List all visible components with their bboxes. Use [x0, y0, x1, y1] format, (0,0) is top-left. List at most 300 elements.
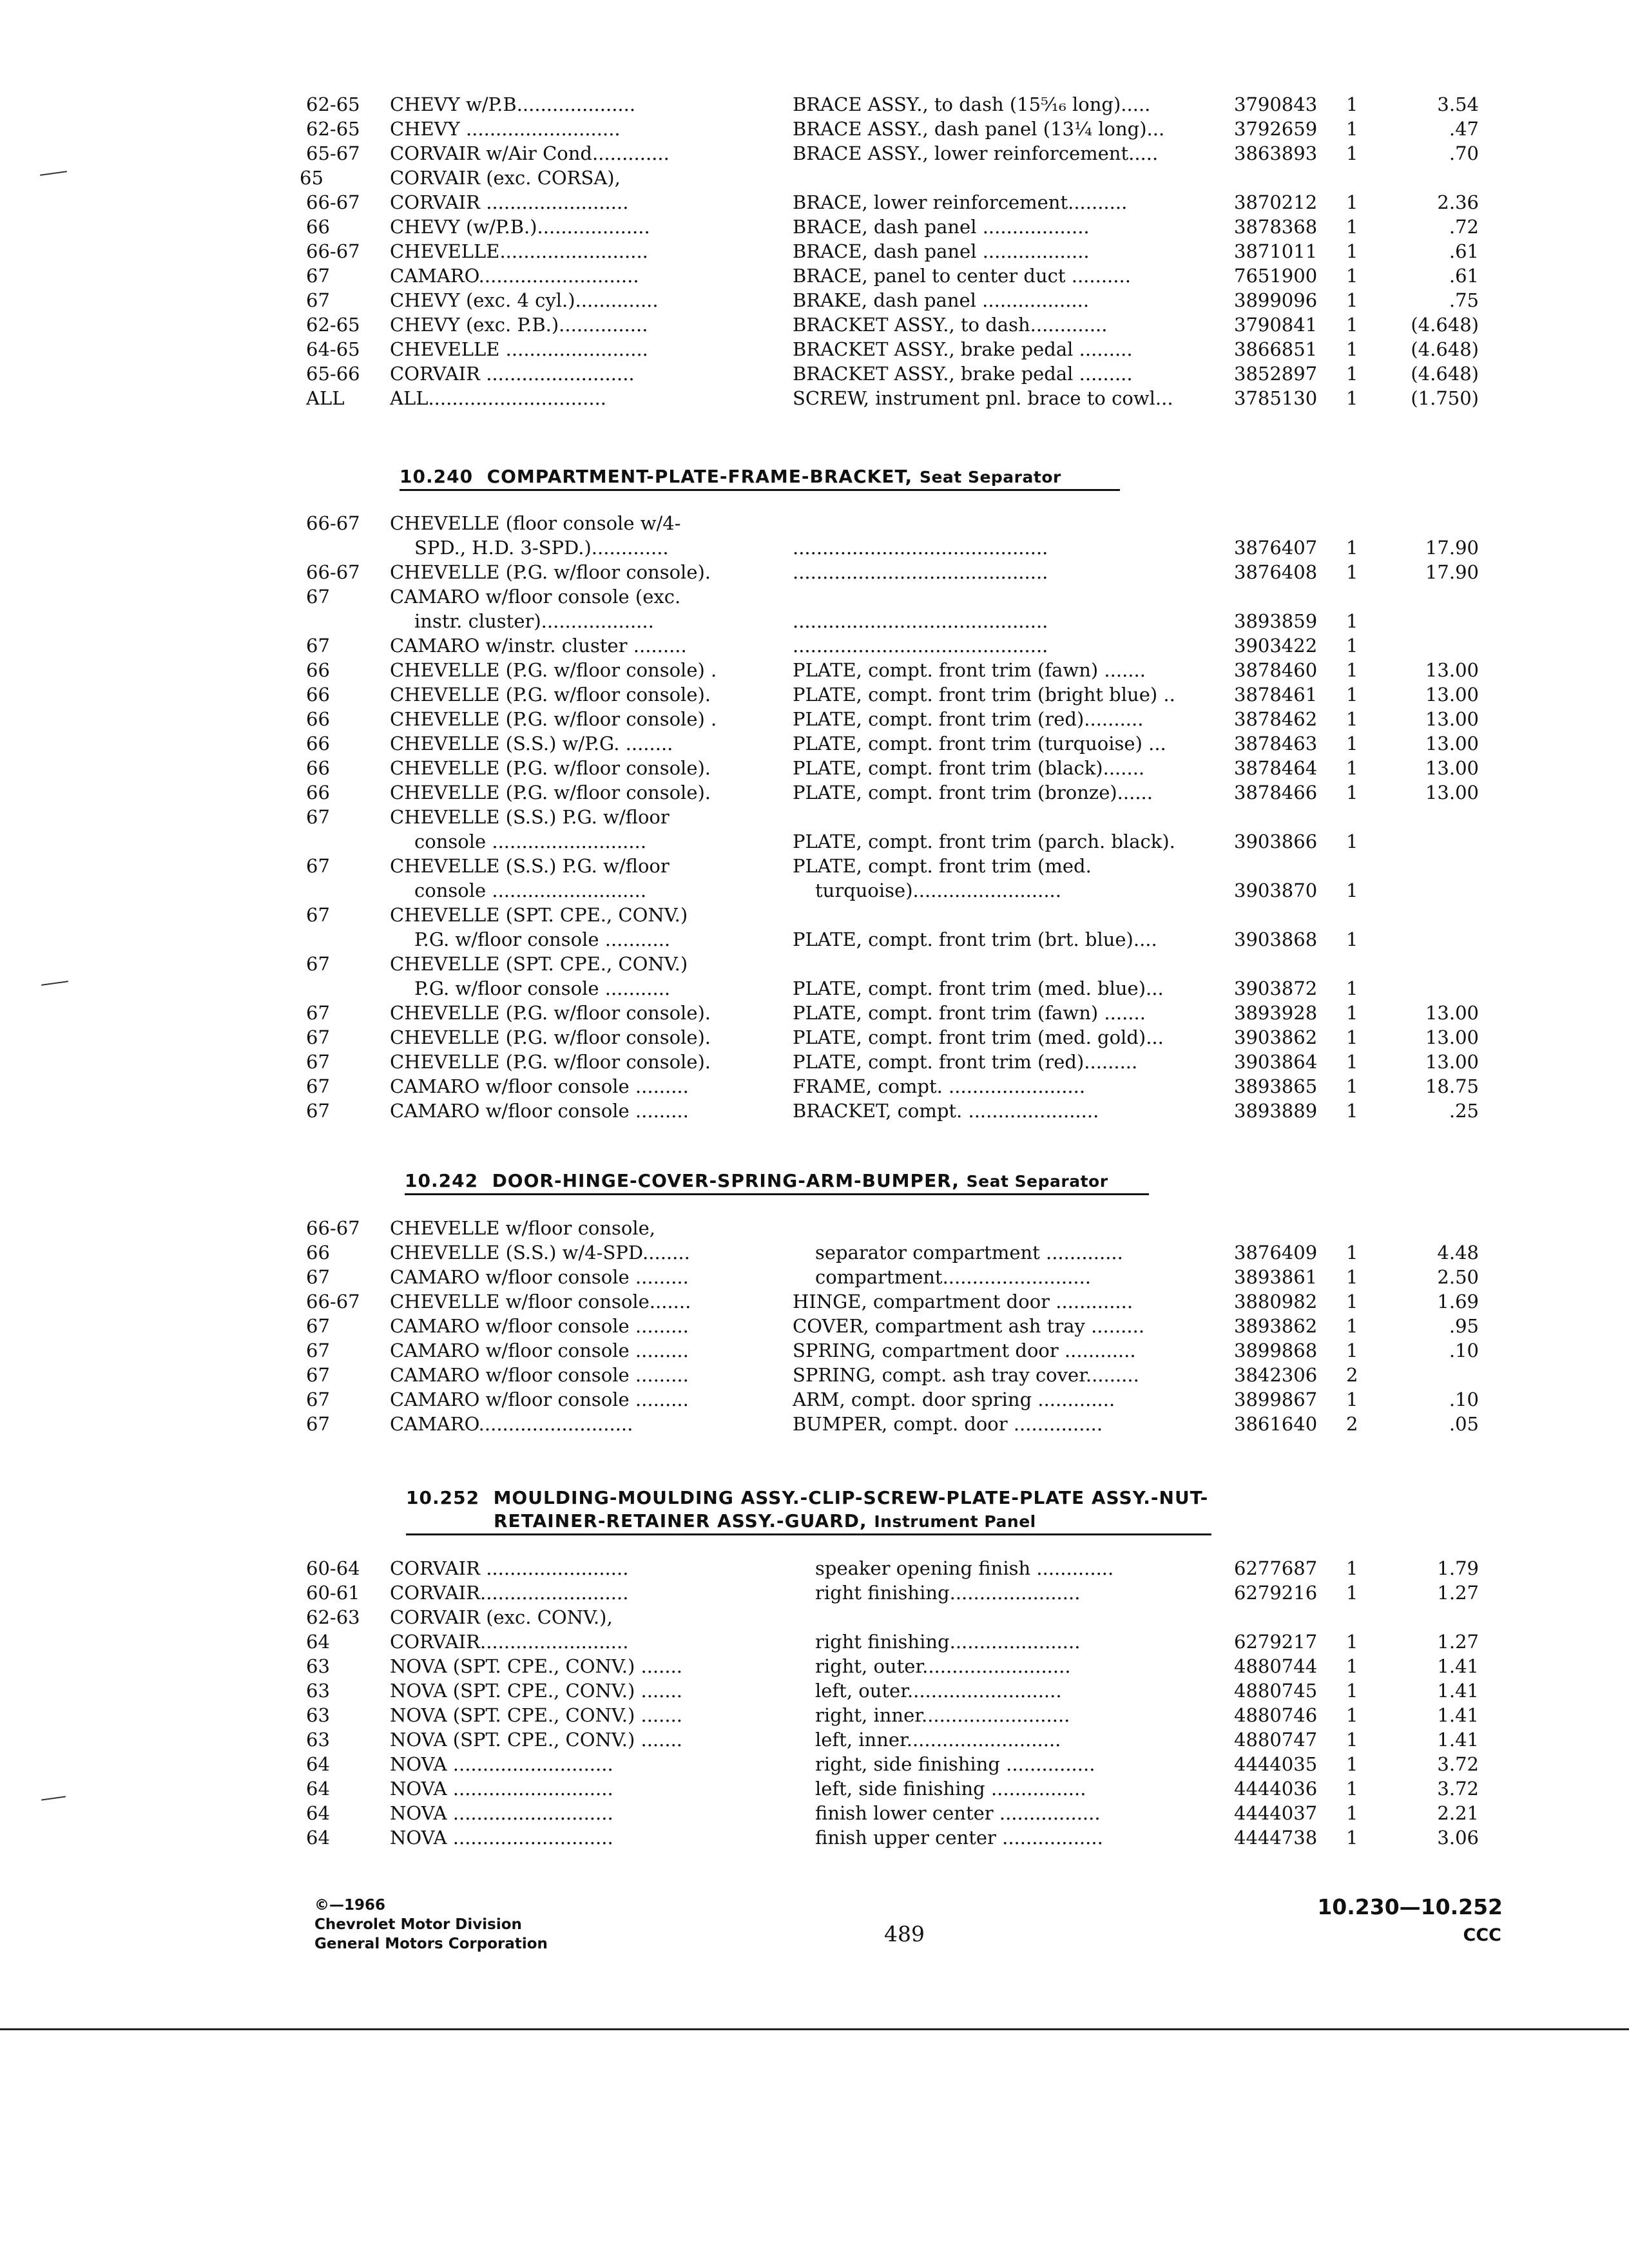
quantity: 1 — [1346, 118, 1358, 140]
part-description: ........................................... — [793, 610, 1048, 632]
quantity: 1 — [1346, 1242, 1358, 1264]
part-description: BRACE, dash panel .................. — [793, 240, 1090, 262]
price: 2.50 — [1437, 1266, 1479, 1288]
price: .10 — [1449, 1340, 1479, 1361]
model-name: CAMARO.......................... — [390, 1413, 633, 1435]
model-name: CHEVY w/P.B.................... — [390, 93, 636, 115]
part-description: right, inner......................... — [815, 1704, 1070, 1726]
price: 13.00 — [1425, 1002, 1479, 1024]
section-subtitle: Instrument Panel — [874, 1512, 1036, 1531]
model-name: CORVAIR (exc. CONV.), — [390, 1606, 613, 1628]
model-name: CHEVY (exc. P.B.)............... — [390, 314, 648, 336]
part-number: 3792659 — [1234, 118, 1318, 140]
part-number: 3899867 — [1234, 1389, 1318, 1410]
quantity: 1 — [1346, 635, 1358, 657]
model-name: CHEVELLE (P.G. w/floor console) . — [390, 659, 717, 681]
model-name: CHEVELLE (S.S.) w/4-SPD........ — [390, 1242, 690, 1264]
model-name: CHEVELLE ........................ — [390, 338, 648, 360]
quantity: 1 — [1346, 1704, 1358, 1726]
part-number: 3842306 — [1234, 1364, 1318, 1386]
quantity: 1 — [1346, 1582, 1358, 1604]
quantity: 1 — [1346, 1051, 1358, 1073]
section-underline — [405, 1193, 1149, 1195]
model-year: 67 — [306, 1026, 330, 1048]
model-name: ALL.............................. — [390, 387, 607, 409]
model-year: 67 — [306, 289, 330, 311]
part-description: PLATE, compt. front trim (med. — [793, 855, 1092, 877]
model-year: 66-67 — [306, 561, 360, 583]
part-description: ........................................... — [793, 561, 1048, 583]
quantity: 1 — [1346, 1340, 1358, 1361]
quantity: 1 — [1346, 1075, 1358, 1097]
model-year: 67 — [306, 1075, 330, 1097]
part-description: COVER, compartment ash tray ......... — [793, 1315, 1145, 1337]
quantity: 1 — [1346, 93, 1358, 115]
part-number: 3878464 — [1234, 757, 1318, 779]
model-name: CORVAIR ........................ — [390, 1557, 629, 1579]
part-number: 3893862 — [1234, 1315, 1318, 1337]
model-year: 66-67 — [306, 512, 360, 534]
quantity: 1 — [1346, 1557, 1358, 1579]
model-year: 67 — [306, 1100, 330, 1122]
model-name: CHEVELLE (SPT. CPE., CONV.) — [390, 953, 688, 975]
part-number: 3876407 — [1234, 537, 1318, 559]
price: 3.72 — [1437, 1753, 1479, 1775]
part-number: 6279216 — [1234, 1582, 1318, 1604]
model-name: CHEVELLE (P.G. w/floor console). — [390, 757, 711, 779]
part-description: left, inner.......................... — [815, 1729, 1061, 1751]
part-description: BRACKET, compt. ...................... — [793, 1100, 1099, 1122]
quantity: 1 — [1346, 1753, 1358, 1775]
part-description: finish upper center ................. — [815, 1827, 1103, 1849]
quantity: 1 — [1346, 610, 1358, 632]
price: 13.00 — [1425, 684, 1479, 706]
model-year: 65-67 — [306, 142, 360, 164]
model-year: 67 — [306, 855, 330, 877]
quantity: 1 — [1346, 537, 1358, 559]
quantity: 1 — [1346, 338, 1358, 360]
model-name: CHEVELLE (S.S.) P.G. w/floor — [390, 855, 670, 877]
part-description: PLATE, compt. front trim (turquoise) ... — [793, 733, 1166, 754]
part-description: ARM, compt. door spring ............. — [793, 1389, 1115, 1410]
price: 1.41 — [1437, 1655, 1479, 1677]
price: .61 — [1449, 265, 1479, 287]
part-description: turquoise)......................... — [815, 879, 1061, 901]
part-description: PLATE, compt. front trim (bright blue) .. — [793, 684, 1175, 706]
scan-mark — [40, 171, 67, 176]
model-name: CAMARO w/floor console ......... — [390, 1315, 689, 1337]
model-name: CHEVELLE (P.G. w/floor console). — [390, 1002, 711, 1024]
footer-section-range: 10.230—10.252 — [1317, 1894, 1503, 1919]
model-year: 67 — [306, 1266, 330, 1288]
part-description: BRACE, panel to center duct .......... — [793, 265, 1131, 287]
part-description: speaker opening finish ............. — [815, 1557, 1114, 1579]
section-number: 10.240 — [400, 466, 474, 487]
section-underline — [400, 489, 1120, 491]
model-name: CHEVELLE w/floor console....... — [390, 1291, 691, 1312]
price: 13.00 — [1425, 1051, 1479, 1073]
model-year: 67 — [306, 1364, 330, 1386]
model-name: CAMARO w/floor console ......... — [390, 1266, 689, 1288]
model-year: 64 — [306, 1753, 330, 1775]
part-number: 3903866 — [1234, 831, 1318, 852]
part-number: 3903868 — [1234, 928, 1318, 950]
part-number: 3785130 — [1234, 387, 1318, 409]
model-name: CAMARO w/instr. cluster ......... — [390, 635, 687, 657]
model-year: 67 — [306, 635, 330, 657]
quantity: 1 — [1346, 1315, 1358, 1337]
part-description: FRAME, compt. ....................... — [793, 1075, 1086, 1097]
quantity: 1 — [1346, 782, 1358, 803]
section-number: 10.242 — [405, 1170, 479, 1191]
quantity: 1 — [1346, 1291, 1358, 1312]
part-number: 3878460 — [1234, 659, 1318, 681]
price: 3.06 — [1437, 1827, 1479, 1849]
price: 1.27 — [1437, 1631, 1479, 1653]
part-number: 3899096 — [1234, 289, 1318, 311]
model-name: CHEVELLE w/floor console, — [390, 1217, 655, 1239]
part-number: 3903872 — [1234, 977, 1318, 999]
part-description: PLATE, compt. front trim (black)....... — [793, 757, 1145, 779]
price: 4.48 — [1437, 1242, 1479, 1264]
quantity: 1 — [1346, 561, 1358, 583]
part-number: 4444035 — [1234, 1753, 1318, 1775]
quantity: 1 — [1346, 1026, 1358, 1048]
quantity: 1 — [1346, 879, 1358, 901]
model-year: 66-67 — [306, 240, 360, 262]
model-year: 65 — [300, 167, 323, 189]
model-year: 66 — [306, 733, 330, 754]
model-name: CHEVY (w/P.B.)................... — [390, 216, 650, 238]
price: 1.41 — [1437, 1729, 1479, 1751]
part-description: finish lower center ................. — [815, 1802, 1101, 1824]
price: (1.750) — [1411, 387, 1479, 409]
quantity: 1 — [1346, 928, 1358, 950]
model-year: 67 — [306, 1389, 330, 1410]
price: 13.00 — [1425, 708, 1479, 730]
model-name: CORVAIR ......................... — [390, 363, 635, 385]
part-description: separator compartment ............. — [815, 1242, 1123, 1264]
model-name: P.G. w/floor console ........... — [414, 928, 671, 950]
part-description: SPRING, compartment door ............ — [793, 1340, 1136, 1361]
model-year: 64 — [306, 1802, 330, 1824]
part-description: SCREW, instrument pnl. brace to cowl... — [793, 387, 1173, 409]
model-name: CAMARO w/floor console ......... — [390, 1364, 689, 1386]
model-name: SPD., H.D. 3-SPD.)............. — [414, 537, 669, 559]
part-description: PLATE, compt. front trim (med. blue)... — [793, 977, 1164, 999]
model-year: 67 — [306, 586, 330, 608]
part-number: 4444738 — [1234, 1827, 1318, 1849]
part-number: 3876408 — [1234, 561, 1318, 583]
quantity: 1 — [1346, 977, 1358, 999]
model-year: 64-65 — [306, 338, 360, 360]
price: 1.79 — [1437, 1557, 1479, 1579]
model-name: CHEVELLE (floor console w/4- — [390, 512, 681, 534]
model-name: NOVA (SPT. CPE., CONV.) ....... — [390, 1729, 683, 1751]
part-description: right finishing...................... — [815, 1631, 1081, 1653]
model-year: 64 — [306, 1631, 330, 1653]
model-year: 66 — [306, 1242, 330, 1264]
part-description: PLATE, compt. front trim (parch. black). — [793, 831, 1175, 852]
part-number: 3893861 — [1234, 1266, 1318, 1288]
model-name: CHEVELLE (P.G. w/floor console). — [390, 782, 711, 803]
model-name: NOVA (SPT. CPE., CONV.) ....... — [390, 1704, 683, 1726]
model-year: 66-67 — [306, 1217, 360, 1239]
part-number: 3878466 — [1234, 782, 1318, 803]
quantity: 1 — [1346, 1680, 1358, 1702]
part-description: PLATE, compt. front trim (red).......... — [793, 708, 1144, 730]
price: 18.75 — [1425, 1075, 1479, 1097]
price: 13.00 — [1425, 659, 1479, 681]
section-number: 10.252 — [406, 1487, 480, 1508]
model-name: CORVAIR......................... — [390, 1631, 629, 1653]
part-number: 3893889 — [1234, 1100, 1318, 1122]
quantity: 1 — [1346, 733, 1358, 754]
part-number: 3878368 — [1234, 216, 1318, 238]
part-description: BRACKET ASSY., to dash............. — [793, 314, 1108, 336]
part-number: 4444037 — [1234, 1802, 1318, 1824]
footer-code: CCC — [1463, 1925, 1501, 1945]
part-description: ........................................... — [793, 635, 1048, 657]
part-number: 4880745 — [1234, 1680, 1318, 1702]
model-name: CORVAIR (exc. CORSA), — [390, 167, 621, 189]
model-name: NOVA (SPT. CPE., CONV.) ....... — [390, 1680, 683, 1702]
model-name: CAMARO w/floor console (exc. — [390, 586, 681, 608]
quantity: 1 — [1346, 1631, 1358, 1653]
part-description: BRACKET ASSY., brake pedal ......... — [793, 363, 1133, 385]
model-year: 66 — [306, 782, 330, 803]
model-name: CAMARO w/floor console ......... — [390, 1075, 689, 1097]
scan-mark — [41, 981, 68, 986]
section-underline — [406, 1533, 1211, 1535]
price: .61 — [1449, 240, 1479, 262]
price: .47 — [1449, 118, 1479, 140]
part-number: 3876409 — [1234, 1242, 1318, 1264]
model-name: CORVAIR ........................ — [390, 191, 629, 213]
model-name: NOVA ........................... — [390, 1778, 613, 1800]
model-name: CHEVY (exc. 4 cyl.).............. — [390, 289, 659, 311]
model-name: NOVA ........................... — [390, 1753, 613, 1775]
quantity: 2 — [1346, 1364, 1358, 1386]
quantity: 1 — [1346, 1802, 1358, 1824]
model-year: 66 — [306, 708, 330, 730]
part-number: 3893859 — [1234, 610, 1318, 632]
model-name: CAMARO w/floor console ......... — [390, 1340, 689, 1361]
bottom-rule — [0, 2028, 1629, 2030]
quantity: 1 — [1346, 265, 1358, 287]
quantity: 1 — [1346, 659, 1358, 681]
section-subtitle: Seat Separator — [919, 468, 1061, 486]
quantity: 1 — [1346, 1729, 1358, 1751]
section-title: DOOR-HINGE-COVER-SPRING-ARM-BUMPER, — [492, 1170, 959, 1191]
quantity: 1 — [1346, 757, 1358, 779]
section-header-10-240 — [400, 465, 1061, 490]
part-description: PLATE, compt. front trim (med. gold)... — [793, 1026, 1164, 1048]
part-number: 6277687 — [1234, 1557, 1318, 1579]
model-name: CHEVELLE (S.S.) w/P.G. ........ — [390, 733, 673, 754]
model-year: 66-67 — [306, 1291, 360, 1312]
price: (4.648) — [1411, 314, 1479, 336]
price: 13.00 — [1425, 757, 1479, 779]
model-name: CAMARO w/floor console ......... — [390, 1100, 689, 1122]
model-year: 67 — [306, 1002, 330, 1024]
part-number: 3878462 — [1234, 708, 1318, 730]
model-name: CHEVELLE (P.G. w/floor console). — [390, 684, 711, 706]
model-name: CHEVELLE (SPT. CPE., CONV.) — [390, 904, 688, 926]
part-description: PLATE, compt. front trim (red)......... — [793, 1051, 1138, 1073]
price: .05 — [1449, 1413, 1479, 1435]
section-header-10-252-line2 — [494, 1509, 1036, 1534]
part-number: 3866851 — [1234, 338, 1318, 360]
section-title: MOULDING-MOULDING ASSY.-CLIP-SCREW-PLATE-PLATE ASSY.-NUT- — [493, 1487, 1209, 1508]
footer-corporation: General Motors Corporation — [314, 1936, 548, 1952]
part-number: 3893928 — [1234, 1002, 1318, 1024]
section-subtitle: Seat Separator — [966, 1172, 1108, 1191]
price: .95 — [1449, 1315, 1479, 1337]
price: 1.27 — [1437, 1582, 1479, 1604]
part-number: 3870212 — [1234, 191, 1318, 213]
part-number: 3878463 — [1234, 733, 1318, 754]
model-year: 60-64 — [306, 1557, 360, 1579]
quantity: 1 — [1346, 1266, 1358, 1288]
quantity: 1 — [1346, 289, 1358, 311]
quantity: 1 — [1346, 684, 1358, 706]
model-year: 67 — [306, 1051, 330, 1073]
part-description: SPRING, compt. ash tray cover......... — [793, 1364, 1139, 1386]
part-description: PLATE, compt. front trim (brt. blue).... — [793, 928, 1157, 950]
price: .10 — [1449, 1389, 1479, 1410]
model-name: CORVAIR......................... — [390, 1582, 629, 1604]
model-year: 67 — [306, 1340, 330, 1361]
quantity: 1 — [1346, 1655, 1358, 1677]
model-year: 66 — [306, 757, 330, 779]
model-year: 62-63 — [306, 1606, 360, 1628]
quantity: 1 — [1346, 1389, 1358, 1410]
part-description: compartment......................... — [815, 1266, 1092, 1288]
model-year: 63 — [306, 1655, 330, 1677]
model-year: 66 — [306, 684, 330, 706]
price: 2.21 — [1437, 1802, 1479, 1824]
model-name: NOVA ........................... — [390, 1827, 613, 1849]
part-description: BRACE, lower reinforcement.......... — [793, 191, 1128, 213]
model-year: 67 — [306, 1413, 330, 1435]
model-year: 67 — [306, 1315, 330, 1337]
quantity: 1 — [1346, 1002, 1358, 1024]
section-header-10-242 — [405, 1169, 1108, 1194]
price: 3.54 — [1437, 93, 1479, 115]
model-name: CHEVELLE (P.G. w/floor console) . — [390, 708, 717, 730]
quantity: 1 — [1346, 387, 1358, 409]
model-year: 67 — [306, 953, 330, 975]
part-number: 7651900 — [1234, 265, 1318, 287]
price: .72 — [1449, 216, 1479, 238]
price: 1.41 — [1437, 1704, 1479, 1726]
part-number: 4880747 — [1234, 1729, 1318, 1751]
model-year: 65-66 — [306, 363, 360, 385]
price: 2.36 — [1437, 191, 1479, 213]
quantity: 1 — [1346, 240, 1358, 262]
model-name: CHEVELLE (P.G. w/floor console). — [390, 561, 711, 583]
price: (4.648) — [1411, 338, 1479, 360]
quantity: 1 — [1346, 363, 1358, 385]
scan-mark — [41, 1796, 66, 1800]
part-description: left, side finishing ................ — [815, 1778, 1086, 1800]
model-year: 62-65 — [306, 93, 360, 115]
model-year: 66-67 — [306, 191, 360, 213]
footer-publisher — [314, 1896, 548, 1954]
section-title: COMPARTMENT-PLATE-FRAME-BRACKET, — [487, 466, 913, 487]
model-name: CHEVY .......................... — [390, 118, 621, 140]
quantity: 1 — [1346, 142, 1358, 164]
part-description: right, outer......................... — [815, 1655, 1071, 1677]
price: .25 — [1449, 1100, 1479, 1122]
model-name: CHEVELLE......................... — [390, 240, 648, 262]
part-description: PLATE, compt. front trim (fawn) ....... — [793, 659, 1146, 681]
price: 1.69 — [1437, 1291, 1479, 1312]
part-description: BRACKET ASSY., brake pedal ......... — [793, 338, 1133, 360]
model-year: 60-61 — [306, 1582, 360, 1604]
part-number: 3852897 — [1234, 363, 1318, 385]
part-number: 6279217 — [1234, 1631, 1318, 1653]
model-name: CAMARO w/floor console ......... — [390, 1389, 689, 1410]
part-number: 3878461 — [1234, 684, 1318, 706]
footer-copyright: ©—1966 — [314, 1897, 386, 1914]
part-number: 3790843 — [1234, 93, 1318, 115]
model-year: 63 — [306, 1729, 330, 1751]
part-number: 3790841 — [1234, 314, 1318, 336]
part-description: BRACE ASSY., lower reinforcement..... — [793, 142, 1159, 164]
part-description: ........................................... — [793, 537, 1048, 559]
part-description: BRAKE, dash panel .................. — [793, 289, 1090, 311]
quantity: 1 — [1346, 216, 1358, 238]
quantity: 1 — [1346, 191, 1358, 213]
part-description: left, outer.......................... — [815, 1680, 1062, 1702]
part-number: 4880746 — [1234, 1704, 1318, 1726]
part-number: 3899868 — [1234, 1340, 1318, 1361]
model-year: 64 — [306, 1827, 330, 1849]
page-number: 489 — [884, 1921, 925, 1946]
quantity: 1 — [1346, 708, 1358, 730]
part-number: 3880982 — [1234, 1291, 1318, 1312]
quantity: 2 — [1346, 1413, 1358, 1435]
model-year: 67 — [306, 904, 330, 926]
quantity: 1 — [1346, 1827, 1358, 1849]
model-year: 63 — [306, 1704, 330, 1726]
price: .75 — [1449, 289, 1479, 311]
model-name: CORVAIR w/Air Cond............. — [390, 142, 670, 164]
model-name: instr. cluster)................... — [414, 610, 654, 632]
part-description: BRACE, dash panel .................. — [793, 216, 1090, 238]
model-name: console .......................... — [414, 879, 647, 901]
price: 3.72 — [1437, 1778, 1479, 1800]
model-name: P.G. w/floor console ........... — [414, 977, 671, 999]
model-year: 66 — [306, 216, 330, 238]
price: (4.648) — [1411, 363, 1479, 385]
part-description: BRACE ASSY., dash panel (13¼ long)... — [793, 118, 1165, 140]
model-year: 64 — [306, 1778, 330, 1800]
footer-division: Chevrolet Motor Division — [314, 1916, 522, 1933]
model-name: CHEVELLE (S.S.) P.G. w/floor — [390, 806, 670, 828]
price: 17.90 — [1425, 537, 1479, 559]
model-name: CAMARO........................... — [390, 265, 639, 287]
model-year: ALL — [306, 387, 345, 409]
part-number: 3871011 — [1234, 240, 1318, 262]
part-number: 3903422 — [1234, 635, 1318, 657]
model-year: 67 — [306, 265, 330, 287]
model-name: console .......................... — [414, 831, 647, 852]
part-number: 3863893 — [1234, 142, 1318, 164]
quantity: 1 — [1346, 1778, 1358, 1800]
